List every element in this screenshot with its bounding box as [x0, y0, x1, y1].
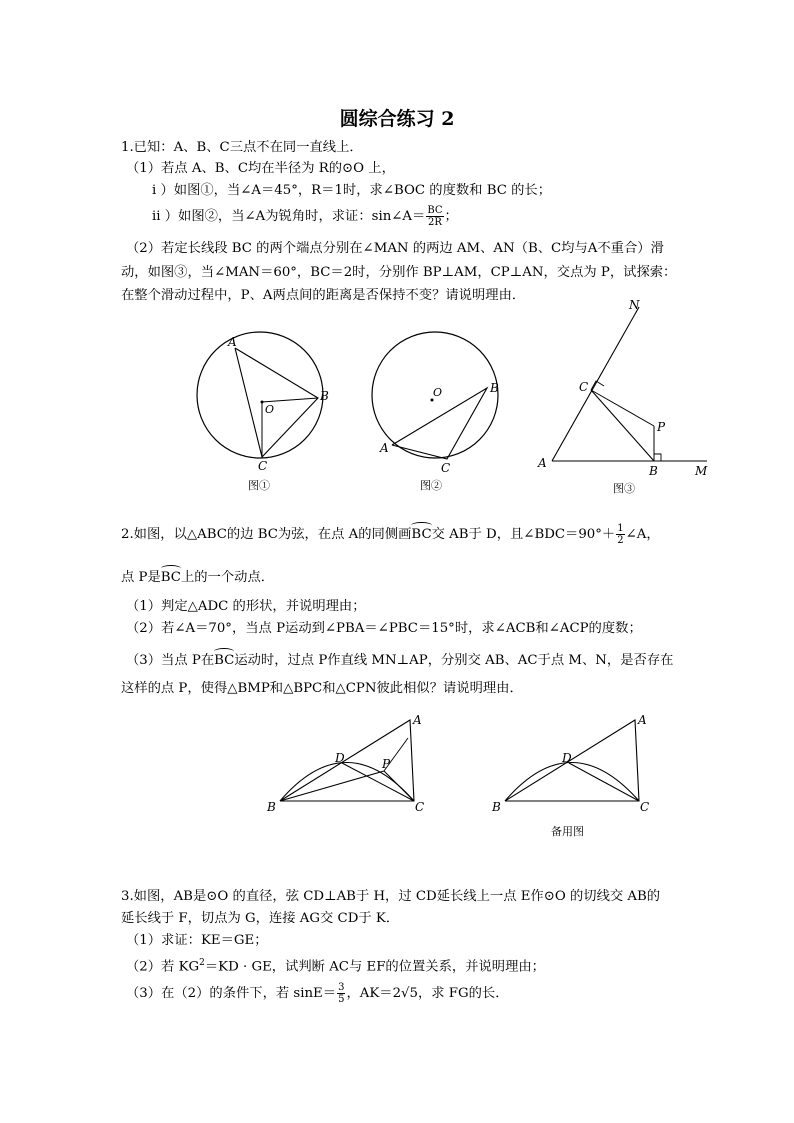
label-d: D — [335, 751, 345, 765]
q2-part2: （2）若∠A＝70°，当点 P运动到∠PBA＝∠PBC＝15°时，求∠ACB和∠ACP的度数； — [126, 621, 642, 636]
q3-intro: 3.如图，AB是⊙O 的直径，弦 CD⊥AB于 H，过 CD延长线上一点 E作⊙O 的切线交 AB的 — [121, 889, 661, 904]
q2-text-a: 2.如图，以△ABC的边 BC为弦，在点 A的同侧画 — [121, 527, 412, 542]
figure-3 — [535, 295, 720, 500]
label-c: C — [258, 459, 268, 473]
fig1-caption: 图① — [248, 479, 270, 492]
label-a: A — [413, 713, 422, 727]
q1-part1-ii — [152, 205, 458, 228]
fraction-numerator: 3 — [338, 982, 345, 993]
figure-q2-main — [260, 708, 435, 818]
label-a: A — [228, 335, 237, 349]
label-b: B — [320, 389, 329, 403]
q2-text: 点 P是 — [121, 570, 161, 585]
q1-part1-ii-text: ii ）如图②，当∠A为锐角时，求证：sin∠A＝ — [152, 209, 426, 224]
q3-text: ，AK＝2√5，求 FG的长． — [346, 986, 509, 1001]
q2-part3-line2: 这样的点 P，使得△BMP和△BPC和△CPN彼此相似？请说明理由． — [121, 681, 523, 696]
label-d: D — [562, 751, 572, 765]
arc-bc — [411, 522, 431, 544]
q2-text: 上的一个动点． — [180, 570, 275, 585]
q3-text: （2）若 KG — [126, 959, 200, 975]
q2-line2 — [121, 565, 274, 587]
label-a: A — [380, 441, 389, 455]
arc-label: BC — [411, 527, 432, 542]
q2-text: 运动时，过点 P作直线 MN⊥AP，分别交 AB、AC于点 M、N，是否存在 — [234, 653, 674, 668]
fig3-caption: 图③ — [613, 482, 635, 495]
q1-part1-ii-end: ； — [444, 209, 458, 224]
label-p: P — [382, 757, 391, 771]
label-c: C — [441, 461, 451, 475]
fraction-half — [616, 523, 624, 546]
figure-2 — [365, 330, 515, 495]
label-o: O — [433, 386, 443, 399]
label-c: C — [415, 800, 425, 814]
label-b: B — [267, 800, 276, 814]
label-c: C — [579, 380, 589, 394]
q3-intro-2: 延长线于 F，切点为 G，连接 AG交 CD于 K． — [121, 911, 400, 926]
q1-part1: （1）若点 A、B、C均在半径为 R的⊙O 上， — [126, 161, 395, 176]
fraction-denominator: 2 — [617, 535, 624, 546]
arc-bc — [161, 565, 181, 587]
q3-text: ＝KD · GE，试判断 AC与 EF的位置关系，并说明理由； — [204, 959, 545, 975]
q2-text: （3）当点 P在 — [126, 653, 215, 668]
label-a: A — [638, 713, 647, 727]
superscript: 2 — [199, 958, 205, 968]
figure-q2-backup — [485, 708, 660, 840]
fraction-denominator: 2R — [427, 217, 442, 228]
q2-part1: （1）判定△ADC 的形状，并说明理由； — [126, 599, 366, 614]
q3-part3 — [126, 982, 509, 1005]
fraction-denominator: 5 — [338, 994, 345, 1005]
fraction-bc-2r — [426, 205, 443, 228]
label-p: P — [657, 420, 666, 434]
label-b: B — [490, 381, 499, 395]
q2-text-c: ∠A， — [625, 527, 660, 542]
page-title: 圆综合练习 2 — [339, 108, 455, 130]
label-a: A — [538, 456, 547, 470]
label-b: B — [649, 464, 658, 478]
arc-bc — [214, 648, 234, 670]
q3-part2 — [126, 954, 545, 976]
figure-1 — [190, 330, 340, 495]
fig2-caption: 图② — [420, 479, 442, 492]
q2-intro — [121, 522, 660, 546]
q1-part2-line1: （2）若定长线段 BC 的两个端点分别在∠MAN 的两边 AM、AN（B、C均与A不重合）滑 — [126, 241, 664, 256]
arc-label: BC — [214, 653, 235, 668]
q1-part2-line3: 在整个滑动过程中，P、A两点间的距离是否保持不变？请说明理由． — [121, 288, 526, 303]
label-b: B — [492, 800, 501, 814]
label-m: M — [695, 464, 708, 478]
fraction-numerator: BC — [427, 205, 443, 216]
q1-intro: 1.已知：A、B、C三点不在同一直线上． — [121, 140, 363, 155]
q2-text-b: 交 AB于 D，且∠BDC＝90°＋ — [431, 527, 616, 542]
label-c: C — [640, 800, 650, 814]
label-n: N — [629, 298, 640, 312]
q1-part2-line2: 动，如图③，当∠MAN＝60°，BC＝2时，分别作 BP⊥AM，CP⊥AN，交点为 P，试探索： — [121, 265, 677, 280]
q3-text: （3）在（2）的条件下，若 sinE＝ — [126, 986, 337, 1001]
backup-caption: 备用图 — [551, 825, 584, 838]
q3-part1: （1）求证：KE＝GE； — [126, 933, 268, 948]
arc-label: BC — [160, 570, 181, 585]
q1-part1-i: i ）如图①，当∠A＝45°，R＝1时，求∠BOC 的度数和 BC 的长； — [152, 183, 552, 198]
label-o: O — [265, 403, 275, 416]
q2-part3 — [126, 648, 673, 670]
fraction-numerator: 1 — [617, 523, 624, 534]
fraction-3-5 — [337, 982, 345, 1005]
